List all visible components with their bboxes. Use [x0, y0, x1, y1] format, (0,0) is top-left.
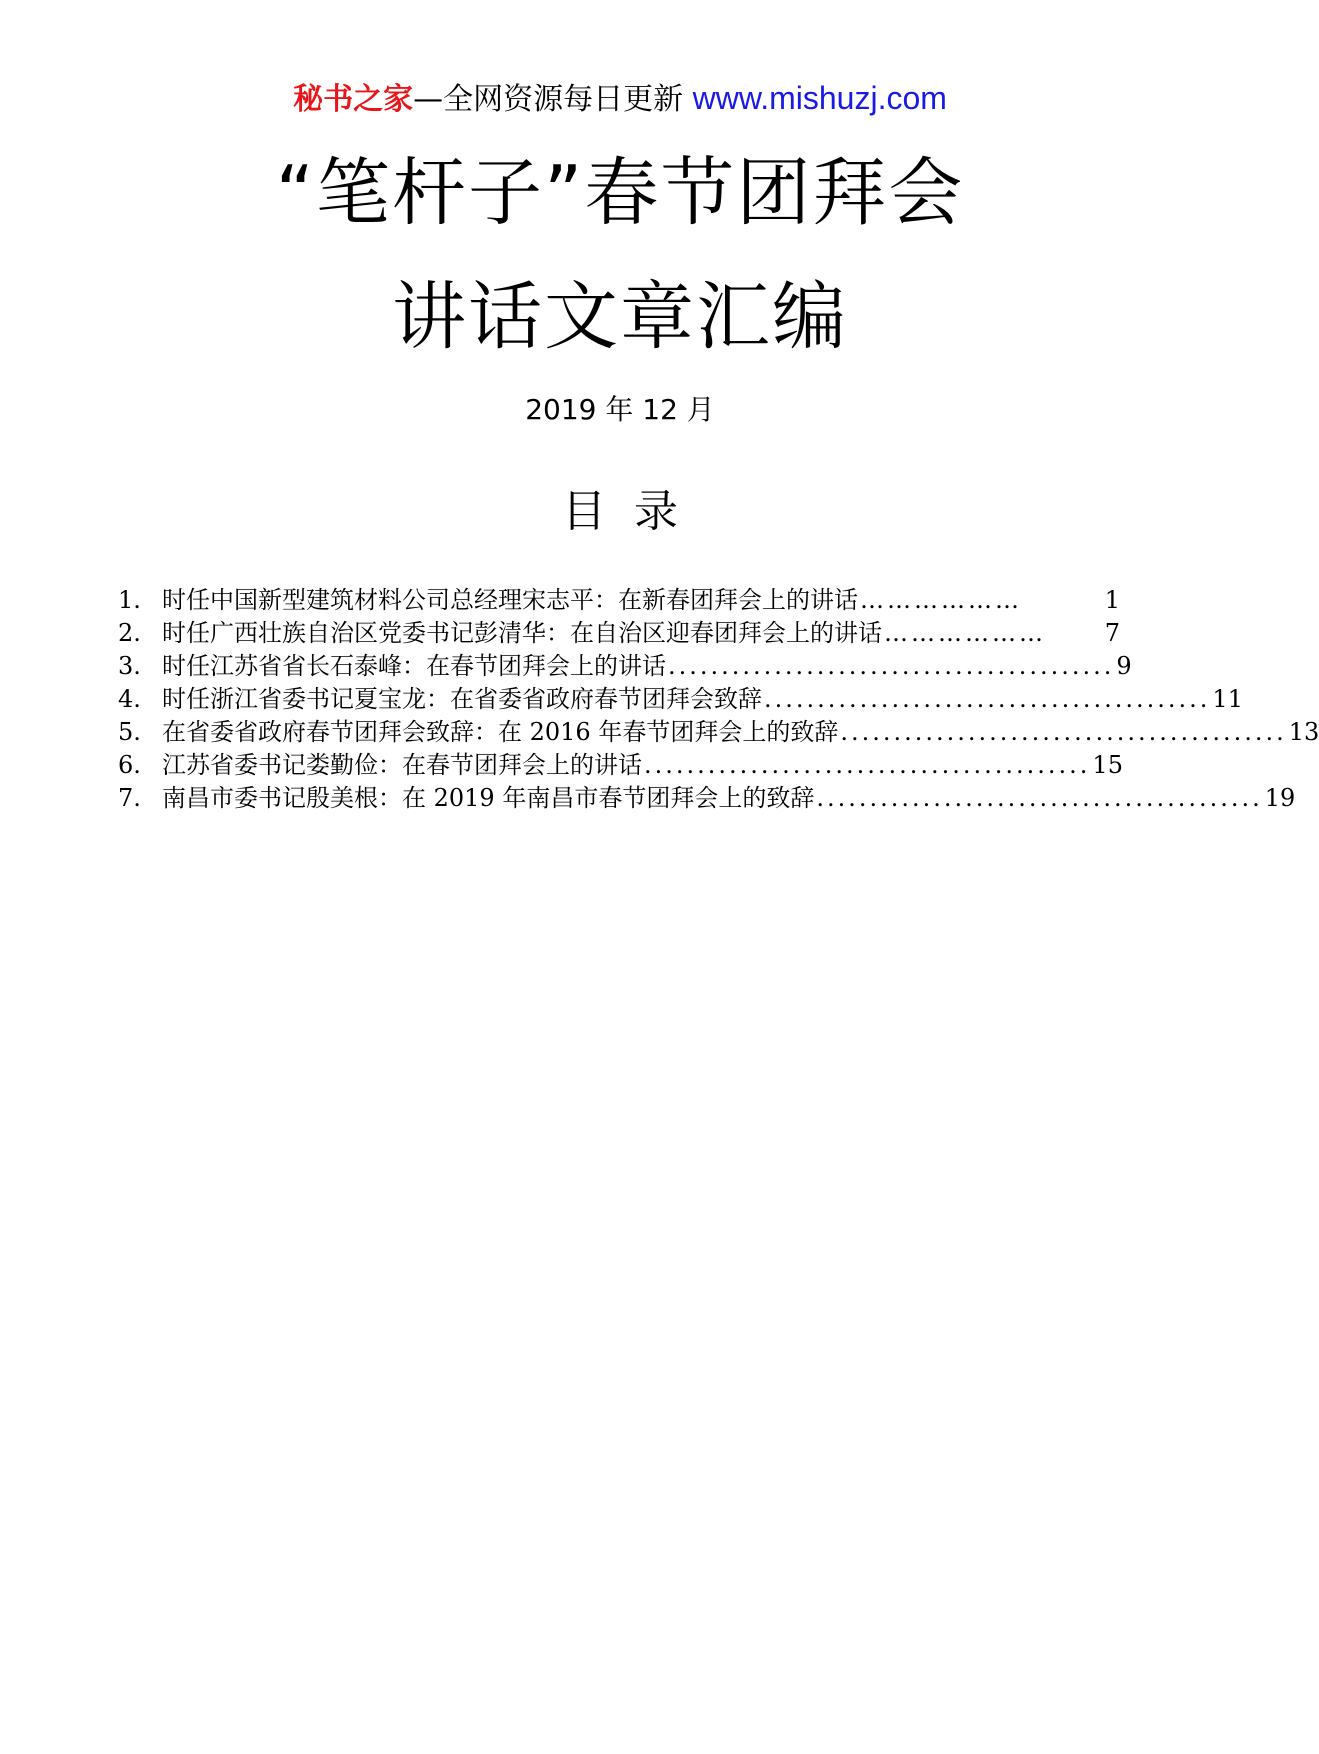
toc-entry-number: 6.	[118, 751, 141, 779]
toc-entry-page: 15	[1092, 751, 1123, 779]
brand-name: 秘书之家	[293, 82, 414, 117]
toc-entry[interactable]	[118, 749, 1123, 782]
toc-entry-number: 2.	[118, 619, 141, 647]
toc-entry-page: 19	[1264, 784, 1296, 812]
toc-entry[interactable]	[118, 716, 1319, 749]
toc-entry-title: 时任江苏省省长石泰峰：在春节团拜会上的讲话	[162, 652, 666, 680]
toc-entry-title: 时任浙江省委书记夏宝龙：在省委省政府春节团拜会致辞	[162, 685, 762, 713]
toc-entry-number: 7.	[118, 784, 141, 812]
toc-leader-dots: ………………	[860, 586, 1022, 614]
toc-entry-page: 13	[1288, 718, 1319, 746]
document-date: 2019 年 12 月	[525, 393, 715, 426]
toc-entry[interactable]	[118, 650, 1132, 683]
toc-entry[interactable]	[118, 683, 1243, 716]
document-title-line-1: “笔杆子”春节团拜会	[275, 150, 965, 236]
toc-leader-dots: ..........................................	[840, 718, 1287, 746]
toc-entry-title: 时任广西壮族自治区党委书记彭清华：在自治区迎春团拜会上的讲话	[162, 619, 882, 647]
document-title-line-2: 讲话文章汇编	[392, 274, 848, 360]
toc-entry[interactable]	[118, 617, 1120, 650]
toc-leader-dots: ..........................................	[644, 751, 1091, 779]
toc-entry-number: 5.	[118, 718, 141, 746]
toc-entry-page: 9	[1116, 652, 1132, 680]
toc-entry-title: 时任中国新型建筑材料公司总经理宋志平：在新春团拜会上的讲话	[162, 586, 858, 614]
toc-entry-page: 11	[1212, 685, 1243, 713]
toc-entry-number: 3.	[118, 652, 141, 680]
table-of-contents	[118, 584, 1319, 815]
toc-entry[interactable]	[118, 782, 1296, 815]
toc-entry[interactable]	[118, 584, 1120, 617]
toc-leader-dots: ..........................................	[816, 784, 1263, 812]
header-tagline: —全网资源每日更新	[413, 82, 693, 117]
toc-entry-title: 在省委省政府春节团拜会致辞：在 2016 年春节团拜会上的致辞	[162, 718, 839, 746]
toc-entry-title: 南昌市委书记殷美根：在 2019 年南昌市春节团拜会上的致辞	[162, 784, 815, 812]
toc-entry-page: 1	[1104, 586, 1120, 614]
toc-entry-page: 7	[1104, 619, 1120, 647]
toc-entry-number: 4.	[118, 685, 141, 713]
toc-entry-title: 江苏省委书记娄勤俭：在春节团拜会上的讲话	[162, 751, 642, 779]
toc-heading: 目录	[562, 486, 706, 537]
toc-leader-dots: ..........................................	[668, 652, 1115, 680]
toc-leader-dots: ..........................................	[764, 685, 1211, 713]
site-header	[0, 78, 1240, 120]
toc-leader-dots: ………………	[884, 619, 1046, 647]
toc-entry-number: 1.	[118, 586, 141, 614]
site-url-link[interactable]: www.mishuzj.com	[692, 80, 947, 116]
